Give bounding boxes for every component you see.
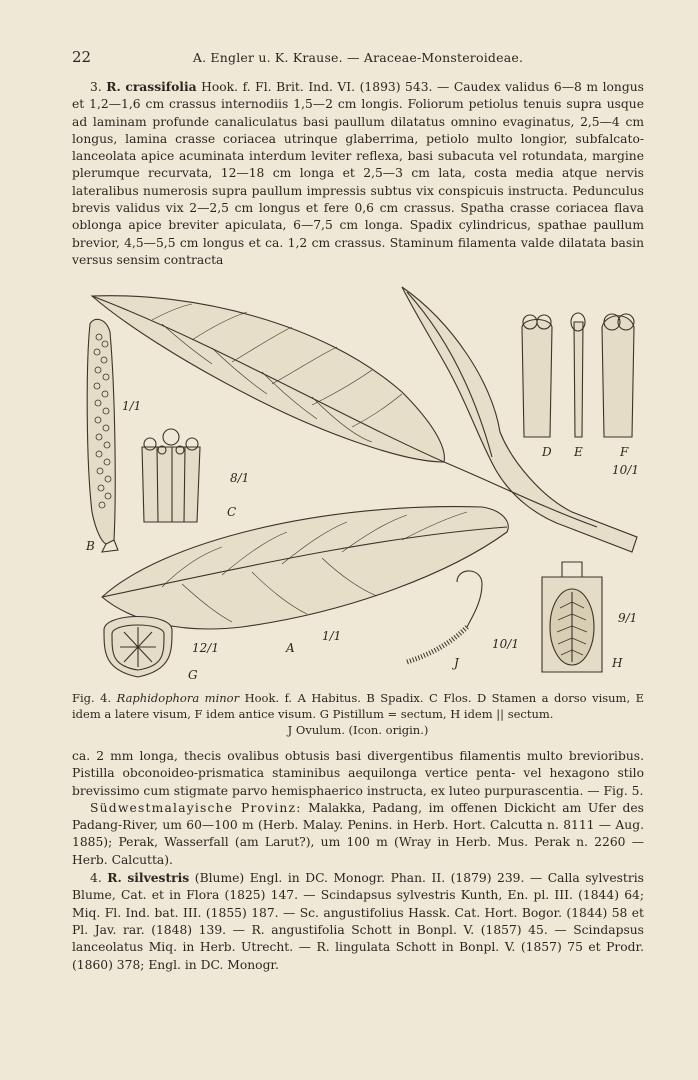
label-c: C [227,505,237,519]
distribution-paragraph [72,800,644,869]
caption-last-line: J Ovulum. (Icon. origin.) [287,723,429,737]
ovule-drawing [407,571,482,662]
species-4-description [72,869,644,974]
scale-label-h: 9/1 [618,611,638,625]
species-3-description [72,78,644,269]
label-j: J [454,656,459,670]
scale-label-c: 8/1 [230,471,250,485]
scale-label-j: 10/1 [492,637,519,651]
label-h: H [612,656,623,670]
species-3-number: 3. [90,80,102,94]
page-header [72,48,644,68]
label-e: E [574,445,583,459]
botanical-figure [72,282,644,684]
species-3-citation: Hook. f. Fl. Brit. Ind. VI. (1893) 543. — Caudex validus 6—8 m longus et 1,2—1,6 cm crassus internodiis 1,5—2 cm longis. Foliorum petiolus tenuis supra usque ad laminam profunde canaliculatus basi paullum dilatatus omnino evaginatus, 2,5—4 cm longus, lamina crasse coriacea utrinque glaberrima, petiolo multo longior, subfalcato-lanceolata apice acuminata interdum leviter reflexa, basi subacuta vel rotundata, margine plerumque recurvata, 12—18 cm longa et 2,5—3 cm lata, costa media atque nervis lateralibus numerosis supra paullum impressis subtus vix conspicuis instructa. Pedunculus brevis validus vix 2—2,5 cm longus et fere 0,6 cm crassus. Spatha crasse coriacea flava oblonga apice breviter apiculata, 6—7,5 cm longa. Spadix cylindricus, spathae paullum brevior, 4,5—5,5 cm longus et ca. 1,2 cm crassus. Staminum filamenta valde dilatata basin versus sensim contracta [72,80,644,267]
lower-leaf-drawing [102,507,508,629]
flower-drawing [142,429,200,522]
pistil-section-drawing [104,617,172,678]
continuation-text [72,748,644,974]
figure-caption [72,690,644,738]
figure-illustration [72,282,644,684]
scale-label-b: 1/1 [122,399,142,413]
species-3-epithet: crassifolia [125,79,197,94]
stamen-drawings [522,313,634,437]
caption-species: Raphidophora minor [116,691,240,705]
caption-fig-number: Fig. 4. [72,691,112,705]
species-4-number: 4. [90,871,102,886]
species-4-citation: (Blume) Engl. in DC. Monogr. Phan. II. (1879) 239. — Calla sylvestris Blume, Cat. et in Flora (1825) 147. — Scindapsus sylvestris Kunth, En. pl. III. (1844) 64; Miq. Fl. Ind. bat. III. (1855) 187. — Sc. angustifolius Hassk. Cat. Hort. Bogor. (1844) 58 et Pl. Jav. rar. (1848) 139. — R. angustifolia Schott in Bonpl. V. (1857) 45. — Scindapsus lanceolatus Miq. in Herb. Utrecht. — R. lingulata Schott in Bonpl. V. (1857) 75 et Prodr. (1860) 378; Engl. in DC. Monogr. [72,871,644,972]
page-number: 22 [72,48,92,66]
scale-label-a: 1/1 [322,629,342,643]
caption-body: Hook. f. A Habitus. B Spadix. C Flos. D Stamen a dorso visum, E idem a latere visum, F idem antice visum. G Pistillum = sectum, H idem || sectum. [72,691,645,721]
scale-label-g: 12/1 [192,641,219,655]
label-d: D [542,445,552,459]
scale-label-f: 10/1 [612,463,639,477]
species-3-genus: R. [106,79,121,94]
description-continuation: ca. 2 mm longa, thecis ovalibus obtusis basi divergentibus filamentis multo brevioribus. Pistilla obconoideo-prismatica staminibus aequilonga vertice penta- vel hexagono stilo brevissimo cum stigmate parvo hemisphaerico instructa, ex luteo purpurascentia. — Fig. 5. [72,749,644,798]
pistil-long-section-drawing [542,562,602,672]
label-g: G [188,668,198,682]
label-b: B [86,539,95,553]
species-4-epithet: silvestris [127,870,190,886]
distribution-region: Südwestmalayische Provinz: [90,800,302,815]
upper-leaf-drawing [92,296,444,462]
running-title: A. Engler u. K. Krause. — Araceae-Monsteroideae. [192,50,524,65]
distribution-text: Malakka, Padang, im offenen Dickicht am Ufer des Padang-River, um 60—100 m (Herb. Malay. Penins. in Herb. Hort. Calcutta n. 8111 — Aug. 1885); Perak, Wasserfall (am Larut?), um 100 m (Wray in Herb. Mus. Perak n. 2260 — Herb. Calcutta). [72,800,644,867]
label-a: A [286,641,295,655]
species-4-genus: R. [107,870,122,886]
spadix-drawing [87,319,118,552]
label-f: F [620,445,629,459]
